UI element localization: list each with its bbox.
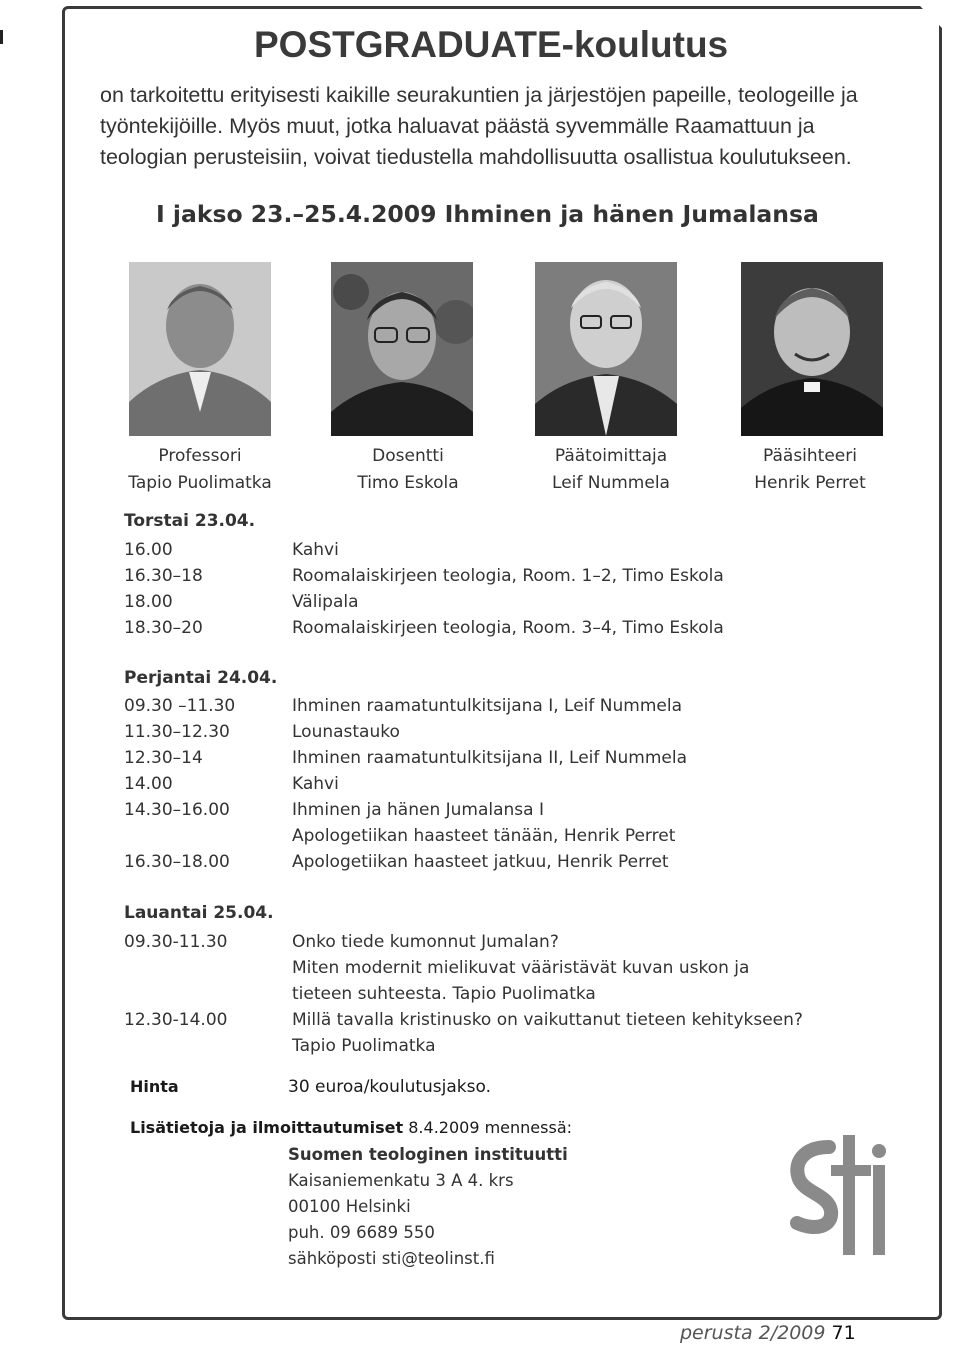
price-label: Hinta: [130, 1077, 179, 1096]
schedule-time: 14.00: [124, 774, 173, 794]
speaker-name: Tapio Puolimatka: [128, 473, 272, 493]
speaker-role: Dosentti: [372, 446, 444, 466]
speaker-name: Leif Nummela: [552, 473, 670, 493]
day-heading-friday: Perjantai 24.04.: [124, 668, 278, 688]
speaker-name: Henrik Perret: [754, 473, 866, 493]
schedule-time: 12.30-14.00: [124, 1010, 228, 1030]
page-title: POSTGRADUATE-koulutus: [254, 24, 729, 65]
sti-cross-logo-icon: [785, 1135, 895, 1289]
schedule-time: 11.30–12.30: [124, 722, 230, 742]
magazine-issue: perusta 2/2009: [680, 1322, 826, 1344]
schedule-time: 16.30–18: [124, 566, 203, 586]
contact-street: Kaisaniemenkatu 3 A 4. krs: [288, 1171, 514, 1190]
day-heading-thursday: Torstai 23.04.: [124, 511, 256, 531]
schedule-time: 09.30-11.30: [124, 932, 228, 952]
info-deadline: 8.4.2009 mennessä:: [408, 1118, 573, 1137]
speaker-caption-2: [323, 443, 493, 497]
day-heading-saturday: Lauantai 25.04.: [124, 903, 274, 923]
intro-text: on tarkoitettu erityisesti kaikille seurakuntien ja järjestöjen papeille, teologeille ja työntekijöille. Myös muut, jotka haluavat päästä syvemmälle Raamattuun ja teologian perusteisiin, voivat tiedustella mahdollisuutta osallistua koulutukseen.: [100, 83, 858, 169]
schedule-desc: Lounastauko: [292, 722, 400, 742]
page-footer: [680, 1322, 856, 1344]
schedule-desc: Miten modernit mielikuvat vääristävät kuvan uskon ja: [292, 958, 750, 978]
schedule-desc: Ihminen raamatuntulkitsijana II, Leif Nummela: [292, 748, 688, 768]
page-number: 71: [831, 1322, 856, 1344]
contact-email: sähköposti sti@teolinst.fi: [288, 1249, 495, 1268]
schedule-desc: Apologetiikan haasteet jatkuu, Henrik Perret: [292, 852, 669, 872]
scan-edge-mark: [0, 30, 3, 44]
schedule-desc: Roomalaiskirjeen teologia, Room. 1–2, Timo Eskola: [292, 566, 724, 586]
schedule-desc: Ihminen raamatuntulkitsijana I, Leif Nummela: [292, 696, 682, 716]
schedule-desc: Onko tiede kumonnut Jumalan?: [292, 932, 559, 952]
speaker-caption-4: [725, 443, 895, 497]
schedule-desc: Millä tavalla kristinusko on vaikuttanut tieteen kehitykseen?: [292, 1010, 803, 1030]
contact-phone: puh. 09 6689 550: [288, 1223, 435, 1242]
speaker-role: Päätoimittaja: [554, 446, 668, 466]
speaker-photo-nummela: [535, 262, 677, 436]
speaker-caption-3: [526, 443, 696, 497]
schedule-desc: tieteen suhteesta. Tapio Puolimatka: [292, 984, 596, 1004]
price-value: 30 euroa/koulutusjakso.: [288, 1077, 491, 1097]
schedule-desc: Kahvi: [292, 774, 339, 794]
schedule-time: 12.30–14: [124, 748, 203, 768]
schedule-time: 14.30–16.00: [124, 800, 230, 820]
info-label: Lisätietoja ja ilmoittautumiset: [130, 1118, 404, 1137]
speaker-photo-eskola: [331, 262, 473, 436]
contact-block: [288, 1142, 568, 1272]
schedule-time: 18.30–20: [124, 618, 203, 638]
schedule-time: 09.30 –11.30: [124, 696, 236, 716]
schedule-desc: Kahvi: [292, 540, 339, 560]
schedule-desc: Ihminen ja hänen Jumalansa I: [292, 800, 545, 820]
schedule-desc: Tapio Puolimatka: [292, 1036, 436, 1056]
schedule-time: 16.00: [124, 540, 173, 560]
frame-corner-cut: [920, 6, 942, 28]
speaker-role: Pääsihteeri: [763, 446, 857, 466]
speaker-role: Professori: [158, 446, 242, 466]
contact-org: Suomen teologinen instituutti: [288, 1145, 568, 1164]
schedule-time: 18.00: [124, 592, 173, 612]
contact-city: 00100 Helsinki: [288, 1197, 411, 1216]
speaker-name: Timo Eskola: [357, 473, 459, 493]
speaker-caption-1: [115, 443, 285, 497]
speaker-photo-perret: [741, 262, 883, 436]
schedule-desc: Roomalaiskirjeen teologia, Room. 3–4, Timo Eskola: [292, 618, 724, 638]
info-line: [130, 1118, 572, 1137]
schedule-desc: Apologetiikan haasteet tänään, Henrik Perret: [292, 826, 676, 846]
schedule-time: 16.30–18.00: [124, 852, 230, 872]
session-heading: I jakso 23.–25.4.2009 Ihminen ja hänen Jumalansa: [156, 200, 819, 228]
speaker-photo-puolimatka: [129, 262, 271, 436]
schedule-desc: Välipala: [292, 592, 359, 612]
